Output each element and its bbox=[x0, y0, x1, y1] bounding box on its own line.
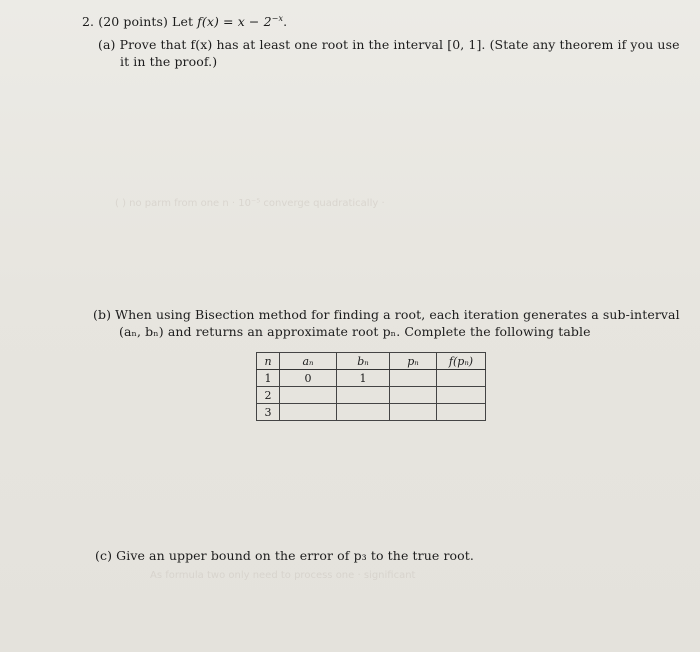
header-f-p-n: f(pₙ) bbox=[437, 353, 486, 370]
cell-b: 1 bbox=[337, 370, 390, 387]
problem-header: 2. (20 points) Let $f(x) = x - 2^{-x}$. bbox=[82, 14, 288, 30]
part-b-line-2: (aₙ, bₙ) and returns an approximate root pₙ. Complete the following table bbox=[119, 324, 591, 339]
cell-b bbox=[337, 404, 390, 421]
part-c-label: (c) bbox=[95, 548, 113, 563]
cell-f bbox=[437, 404, 486, 421]
problem-number: 2. bbox=[82, 14, 95, 30]
problem-points: (20 points) bbox=[98, 14, 168, 30]
cell-a bbox=[280, 387, 337, 404]
part-a-text-1: Prove that f(x) has at least one root in the interval [0, 1]. (State any theorem if you use bbox=[119, 37, 680, 52]
part-b-line-1 bbox=[93, 307, 680, 322]
part-b-label: (b) bbox=[93, 307, 112, 322]
cell-a: 0 bbox=[280, 370, 337, 387]
cell-b bbox=[337, 387, 390, 404]
header-a-n: aₙ bbox=[280, 353, 337, 370]
part-a-line-1 bbox=[98, 37, 680, 52]
bleed-through-text-2: As formula two only need to process one · significant bbox=[150, 570, 416, 581]
cell-n: 2 bbox=[257, 387, 280, 404]
table-row bbox=[257, 387, 486, 404]
bleed-through-text: ( ) no parm from one n · 10⁻⁵ converge quadratically · bbox=[115, 198, 385, 209]
cell-f bbox=[437, 387, 486, 404]
part-c-line-1 bbox=[95, 548, 474, 563]
table-row bbox=[257, 370, 486, 387]
cell-p bbox=[390, 404, 437, 421]
cell-n: 1 bbox=[257, 370, 280, 387]
header-n: n bbox=[257, 353, 280, 370]
cell-p bbox=[390, 370, 437, 387]
header-b-n: bₙ bbox=[337, 353, 390, 370]
cell-f bbox=[437, 370, 486, 387]
function-definition: $f(x) = x - 2^{-x}$ bbox=[197, 14, 284, 30]
part-b-text-1: When using Bisection method for finding a root, each iteration generates a sub-interval bbox=[115, 307, 680, 322]
cell-n: 3 bbox=[257, 404, 280, 421]
header-p-n: pₙ bbox=[390, 353, 437, 370]
table-header-row bbox=[257, 353, 486, 370]
bisection-table bbox=[256, 352, 486, 421]
part-c-text-1: Give an upper bound on the error of p₃ to the true root. bbox=[116, 548, 474, 563]
cell-a bbox=[280, 404, 337, 421]
part-a-label: (a) bbox=[98, 37, 116, 52]
table-row bbox=[257, 404, 486, 421]
problem-intro: Let bbox=[172, 14, 194, 30]
cell-p bbox=[390, 387, 437, 404]
part-a-line-2: it in the proof.) bbox=[120, 54, 218, 69]
